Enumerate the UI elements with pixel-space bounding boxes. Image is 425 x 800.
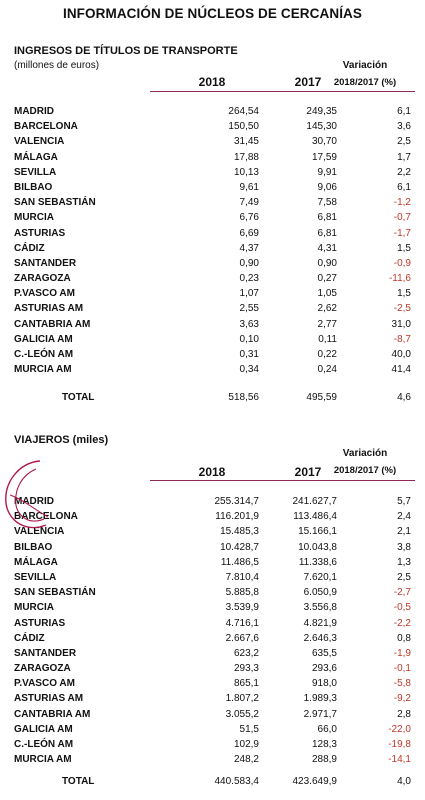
variation-value: 2,2 [397,166,411,178]
ingresos-title: INGRESOS DE TÍTULOS DE TRANSPORTE [14,45,238,57]
viajeros-col-2018: 2018 [198,465,226,479]
ingresos-subtitle: (millones de euros) [14,60,100,71]
row-name: BARCELONA [14,121,78,133]
value-2018: 0,34 [239,364,259,376]
variation-value: -1,7 [393,227,411,239]
value-2018: 293,3 [233,663,259,675]
viajeros-variation-subheader: 2018/2017 (%) [333,465,397,476]
value-2018: 1,07 [239,288,259,300]
row-name: MURCIA [14,602,54,614]
value-2017: 9,91 [317,166,337,178]
table-row [0,646,425,661]
value-2017: 6,81 [317,212,337,224]
variation-value: 31,0 [391,318,411,330]
row-name: MURCIA AM [14,364,72,376]
row-name: GALICIA AM [14,333,73,345]
row-name: BARCELONA [14,511,78,523]
value-2018: 17,88 [233,151,259,163]
row-name: VALENCIA [14,526,65,538]
row-name: SAN SEBASTIÁN [14,197,96,209]
value-2018: 4.716,1 [225,617,259,629]
variation-value: 5,7 [397,496,411,507]
total-label: TOTAL [62,392,95,403]
value-2018: 2,55 [239,303,259,315]
viajeros-variation-header: Variación [342,448,388,459]
value-2018: 623,2 [233,647,259,659]
variation-value: 2,4 [397,511,411,523]
value-2017: 15.166,1 [298,526,337,538]
value-2018: 255.314,7 [214,496,259,507]
row-name: P.VASCO AM [14,288,75,300]
variation-value: -0,7 [393,212,411,224]
variation-value: 2,1 [397,526,411,538]
variation-value: 40,0 [391,349,411,360]
row-name: MADRID [14,496,54,507]
row-name: SANTANDER [14,647,77,659]
value-2018: 10,13 [233,166,259,178]
value-2018: 3,63 [239,318,259,330]
value-2017: 30,70 [311,136,337,148]
value-2017: 3.556,8 [303,602,337,614]
row-name: ZARAGOZA [14,663,71,675]
variation-value: -9,2 [393,693,411,705]
viajeros-title: VIAJEROS (miles) [14,434,109,446]
table-row [0,524,425,539]
row-name: CÁDIZ [14,632,45,644]
value-2018: 0,10 [239,333,259,345]
ingresos-variation-header: Variación [342,60,388,71]
value-2018: 11.486,5 [220,556,259,568]
value-2018: 0,90 [239,257,259,269]
row-name: C.-LEÓN AM [14,739,74,750]
table-row [0,616,425,631]
total-2017: 495,59 [306,392,337,403]
viajeros-table [0,494,425,767]
viajeros-total-row [0,774,425,789]
value-2017: 11.338,6 [298,556,337,568]
row-name: ZARAGOZA [14,273,71,285]
total-2018: 440.583,4 [214,776,259,787]
variation-value: -0,5 [393,602,411,614]
row-name: MURCIA [14,212,54,224]
value-2018: 5.885,8 [225,587,259,599]
variation-value: 2,5 [397,571,411,583]
total-variation: 4,6 [397,392,411,403]
value-2017: 2,62 [317,303,337,315]
table-row [0,555,425,570]
table-row [0,737,425,752]
row-name: VALENCIA [14,136,65,148]
value-2017: 66,0 [317,723,337,735]
table-row [0,676,425,691]
variation-value: -19,8 [388,739,411,750]
value-2017: 128,3 [311,739,337,750]
value-2017: 0,22 [317,349,337,360]
variation-value: 1,3 [397,556,411,568]
value-2017: 0,90 [317,257,337,269]
value-2018: 248,2 [233,754,259,766]
value-2018: 9,61 [239,181,259,193]
value-2018: 116.201,9 [215,511,259,523]
variation-value: -0,9 [393,257,411,269]
value-2017: 7,58 [317,197,337,209]
row-name: MURCIA AM [14,754,72,766]
row-name: MÁLAGA [14,151,58,163]
variation-value: 1,7 [397,151,411,163]
variation-value: -1,2 [393,197,411,209]
variation-value: -11,6 [388,273,411,285]
table-row [0,585,425,600]
table-row [0,752,425,767]
value-2018: 3.055,2 [225,708,259,720]
variation-value: -2,5 [393,303,411,315]
value-2017: 635,5 [311,647,337,659]
value-2018: 7.810,4 [225,571,259,583]
value-2017: 145,30 [306,121,337,133]
value-2018: 2.667,6 [225,632,259,644]
row-name: ASTURIAS AM [14,303,84,315]
ingresos-col-2018: 2018 [198,75,226,89]
variation-value: -1,9 [393,647,411,659]
value-2017: 7.620,1 [303,571,337,583]
table-row [0,570,425,585]
value-2017: 2.646,3 [303,632,337,644]
table-row [0,494,425,509]
value-2017: 1,05 [317,288,337,300]
value-2018: 0,31 [239,349,259,360]
value-2017: 113.486,4 [293,511,337,523]
variation-value: -0,1 [393,663,411,675]
value-2018: 865,1 [233,678,259,690]
variation-value: -5,8 [393,678,411,690]
value-2017: 6.050,9 [303,587,337,599]
table-row [0,722,425,737]
value-2018: 15.485,3 [220,526,259,538]
variation-value: -22,0 [388,723,411,735]
variation-value: 1,5 [397,242,411,254]
value-2018: 10.428,7 [220,541,259,553]
table-row [0,631,425,646]
value-2017: 4.821,9 [303,617,337,629]
table-row [0,707,425,722]
value-2017: 10.043,8 [298,541,337,553]
value-2017: 4,31 [317,242,337,254]
value-2018: 102,9 [233,739,259,750]
value-2018: 150,50 [228,121,259,133]
row-name: ASTURIAS [14,617,66,629]
total-label: TOTAL [62,776,95,787]
variation-value: 3,8 [397,541,411,553]
row-name: ASTURIAS [14,227,66,239]
variation-value: -8,7 [393,333,411,345]
variation-value: 6,1 [397,106,411,117]
row-name: SEVILLA [14,571,57,583]
ingresos-variation-subheader: 2018/2017 (%) [333,77,397,88]
value-2018: 7,49 [239,197,259,209]
row-name: CÁDIZ [14,242,45,254]
value-2017: 288,9 [311,754,337,766]
value-2017: 6,81 [317,227,337,239]
value-2018: 0,23 [239,273,259,285]
variation-value: 1,5 [397,288,411,300]
value-2017: 0,27 [317,273,337,285]
viajeros-header-rule [150,480,415,481]
value-2018: 6,69 [239,227,259,239]
viajeros-col-2017: 2017 [294,465,322,479]
total-2018: 518,56 [228,392,259,403]
value-2017: 918,0 [311,678,337,690]
row-name: CANTABRIA AM [14,708,91,720]
value-2018: 4,37 [239,242,259,254]
row-name: ASTURIAS AM [14,693,84,705]
value-2017: 0,11 [318,333,337,345]
variation-value: 2,5 [397,136,411,148]
row-name: BILBAO [14,181,53,193]
value-2018: 31,45 [233,136,259,148]
variation-value: 2,8 [397,708,411,720]
table-row [0,600,425,615]
value-2017: 2.971,7 [303,708,337,720]
row-name: SEVILLA [14,166,57,178]
value-2018: 1.807,2 [225,693,259,705]
value-2017: 293,6 [311,663,337,675]
table-row [0,661,425,676]
value-2017: 249,35 [306,106,337,117]
row-name: SANTANDER [14,257,77,269]
table-row [0,540,425,555]
variation-value: 0,8 [397,632,411,644]
row-name: P.VASCO AM [14,678,75,690]
value-2018: 51,5 [239,723,259,735]
row-name: SAN SEBASTIÁN [14,587,96,599]
row-name: BILBAO [14,541,53,553]
variation-value: 41,4 [391,364,411,376]
value-2018: 6,76 [239,212,259,224]
variation-value: -2,7 [393,587,411,599]
row-name: MADRID [14,106,54,117]
table-row [0,691,425,706]
page-title: INFORMACIÓN DE NÚCLEOS DE CERCANÍAS [62,6,362,21]
variation-value: 6,1 [397,181,411,193]
row-name: GALICIA AM [14,723,73,735]
table-row [0,509,425,524]
value-2018: 264,54 [228,106,259,117]
row-name: CANTABRIA AM [14,318,91,330]
variation-value: -2,2 [393,617,411,629]
value-2017: 0,24 [317,364,337,376]
value-2017: 9,06 [317,181,337,193]
value-2017: 2,77 [317,318,337,330]
value-2018: 3.539,9 [225,602,259,614]
row-name: C.-LEÓN AM [14,349,74,360]
value-2017: 1.989,3 [303,693,337,705]
variation-value: 3,6 [397,121,411,133]
ingresos-col-2017: 2017 [294,75,322,89]
value-2017: 241.627,7 [292,496,337,507]
total-variation: 4,0 [397,776,411,787]
value-2017: 17,59 [311,151,337,163]
variation-value: -14,1 [388,754,411,766]
total-2017: 423.649,9 [292,776,337,787]
row-name: MÁLAGA [14,556,58,568]
